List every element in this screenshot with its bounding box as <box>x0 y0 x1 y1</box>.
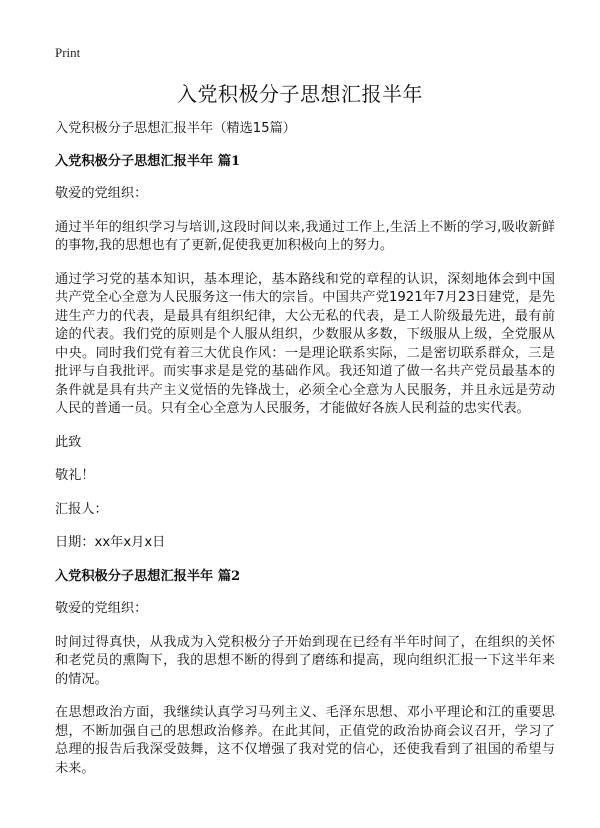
salutation: 敬爱的党组织： <box>55 601 148 616</box>
reporter-line: 汇报人： <box>55 501 108 517</box>
closing-line: 此致 <box>55 434 82 450</box>
closing-line: 敬礼！ <box>55 468 95 483</box>
page-title: 入党积极分子思想汇报半年 <box>177 82 423 106</box>
document-subtitle: 入党积极分子思想汇报半年（精选15篇） <box>55 121 296 136</box>
paragraph: 时间过得真快，从我成为入党积极分子开始到现在已经有半年时间了，在组织的关怀和老党员的熏陶下，我的思想不断的得到了磨练和提高，现向组织汇报一下这半年来的情况。 <box>55 634 555 687</box>
paragraph: 通过学习党的基本知识，基本理论，基本路线和党的章程的认识，深刻地体会到中国共产党全心全意为人民服务这一伟大的宗旨。中国共产党1921年7月23日建党，是先进生产力的代表，是最具有组织纪律，大公无私的代表，是工人阶级最先进，最有前途的代表。我们党的原则是个人服从组织，少数服从多数，下级服从上级，全党服从中央。同时我们党有着三大优良作风：一是理论联系实际，二是密切联系群众，三是批评与自我批评。而实事求是是党的基础作风。我还知道了做一名共产党员最基本的条件就是具有共产主义觉悟的先锋战士，必须全心全意为人民服务，并且永远是劳动人民的普通一员。只有全心全意为人民服务，才能做好各族人民利益的忠实代表。 <box>55 271 555 416</box>
date-line: 日期：xx年x月x日 <box>55 535 166 550</box>
section-heading-1: 入党积极分子思想汇报半年 篇1 <box>55 153 241 169</box>
section-heading-2: 入党积极分子思想汇报半年 篇2 <box>55 568 241 584</box>
paragraph: 通过半年的组织学习与培训,这段时间以来,我通过工作上,生活上不断的学习,吸收新鲜的事物,我的思想也有了更新,促使我更加积极向上的努力。 <box>55 219 555 253</box>
print-link[interactable]: Print <box>55 45 81 60</box>
paragraph: 在思想政治方面，我继续认真学习马列主义、毛泽东思想、邓小平理论和江的重要思想，不断加强自己的思想政治修养。在此其间，正值党的政治协商会议召开，学习了总理的报告后我深受鼓舞，这不仅增强了我对党的信心，还使我看到了祖国的希望与未来。 <box>55 705 555 776</box>
document-body <box>55 120 555 793</box>
salutation: 敬爱的党组织： <box>55 186 148 201</box>
